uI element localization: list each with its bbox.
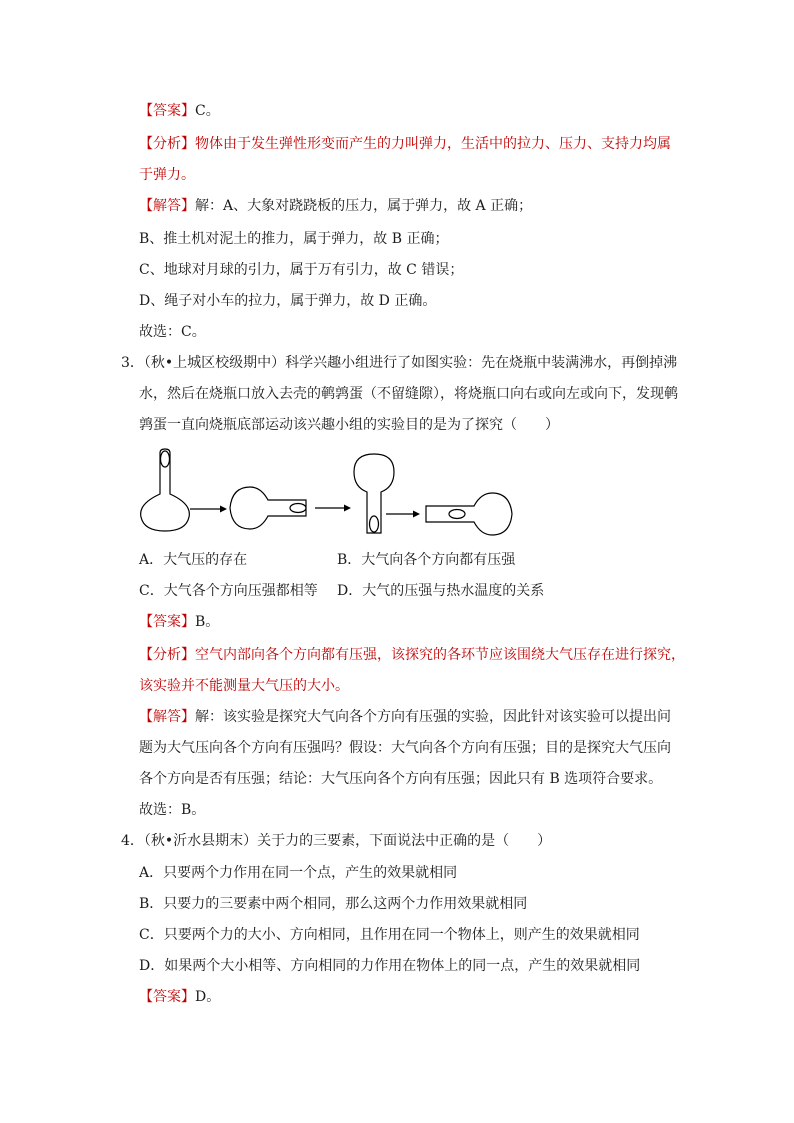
q3-solution-line2: 题为大气压向各个方向有压强吗？假设：大气向各个方向有压强；目的是探究大气压向 (139, 740, 671, 756)
answer-value: D。 (195, 989, 221, 1005)
solution-tag: 【解答】 (139, 198, 195, 214)
q2-solution-line-c: C、地球对月球的引力，属于万有引力，故 C 错误； (139, 262, 464, 278)
flask-upright-icon (141, 449, 190, 531)
q2-solution-line (139, 196, 532, 216)
analysis-tag: 【分析】 (139, 647, 195, 663)
flask-right-icon (230, 487, 306, 529)
q3-option-c: C．大气各个方向压强都相等 (139, 583, 318, 599)
q2-analysis-line2: 于弹力。 (139, 167, 195, 183)
q3-answer-line (139, 612, 219, 632)
flask-left-icon (426, 493, 512, 535)
q3-solution-line (139, 707, 671, 727)
q3-solution-line3: 各个方向是否有压强；结论：大气压向各个方向有压强；因此只有 B 选项符合要求。 (139, 771, 663, 787)
flask-experiment-figure (138, 447, 558, 537)
analysis-tag: 【分析】 (139, 136, 195, 152)
q4-option-a: A．只要两个力作用在同一个点，产生的效果就相同 (139, 865, 458, 881)
q4-stem: 4．（秋•沂水县期末）关于力的三要素，下面说法中正确的是（ ） (121, 833, 552, 849)
q3-stem-line2: 水，然后在烧瓶口放入去壳的鹌鹑蛋（不留缝隙），将烧瓶口向右或向左或向下，发现鹌 (139, 386, 678, 402)
solution-text: 解：A、大象对跷跷板的压力，属于弹力，故 A 正确； (195, 198, 533, 214)
analysis-text: 空气内部向各个方向都有压强，该探究的各环节应该围绕大气压存在进行探究， (195, 647, 685, 663)
analysis-text: 物体由于发生弹性形变而产生的力叫弹力，生活中的拉力、压力、支持力均属 (195, 136, 671, 152)
answer-tag: 【答案】 (139, 614, 195, 630)
q3-option-d: D．大气的压强与热水温度的关系 (337, 583, 545, 599)
q3-analysis-line2: 该实验并不能测量大气压的大小。 (139, 678, 349, 694)
solution-text: 解：该实验是探究大气向各个方向有压强的实验，因此针对该实验可以提出问 (195, 709, 671, 725)
answer-tag: 【答案】 (139, 989, 195, 1005)
q2-analysis-line (139, 134, 671, 154)
q4-option-d: D．如果两个大小相等、方向相同的力作用在物体上的同一点，产生的效果就相同 (139, 958, 641, 974)
answer-tag: 【答案】 (139, 103, 195, 119)
q4-option-c: C．只要两个力的大小、方向相同，且作用在同一个物体上，则产生的效果就相同 (139, 927, 640, 943)
q4-option-b: B．只要力的三要素中两个相同，那么这两个力作用效果就相同 (139, 896, 528, 912)
q2-choice-line: 故选：C。 (139, 324, 206, 340)
q3-option-b: B．大气向各个方向都有压强 (337, 552, 516, 568)
q4-answer-line (139, 987, 220, 1007)
q3-stem-line3: 鹑蛋一直向烧瓶底部运动该兴趣小组的实验目的是为了探究（ ） (139, 417, 559, 433)
q3-stem-line1: 3．（秋•上城区校级期中）科学兴趣小组进行了如图实验：先在烧瓶中装满沸水，再倒掉沸 (121, 355, 678, 371)
q2-solution-line-d: D、绳子对小车的拉力，属于弹力，故 D 正确。 (139, 293, 437, 309)
flask-inverted-icon (354, 454, 394, 533)
q3-choice-line: 故选：B。 (139, 802, 206, 818)
q2-solution-line-b: B、推土机对泥土的推力，属于弹力，故 B 正确； (139, 231, 449, 247)
solution-tag: 【解答】 (139, 709, 195, 725)
q2-answer-line (139, 101, 220, 121)
q3-option-a: A．大气压的存在 (139, 552, 248, 568)
q3-analysis-line (139, 645, 685, 665)
answer-value: C。 (195, 103, 220, 119)
answer-value: B。 (195, 614, 220, 630)
